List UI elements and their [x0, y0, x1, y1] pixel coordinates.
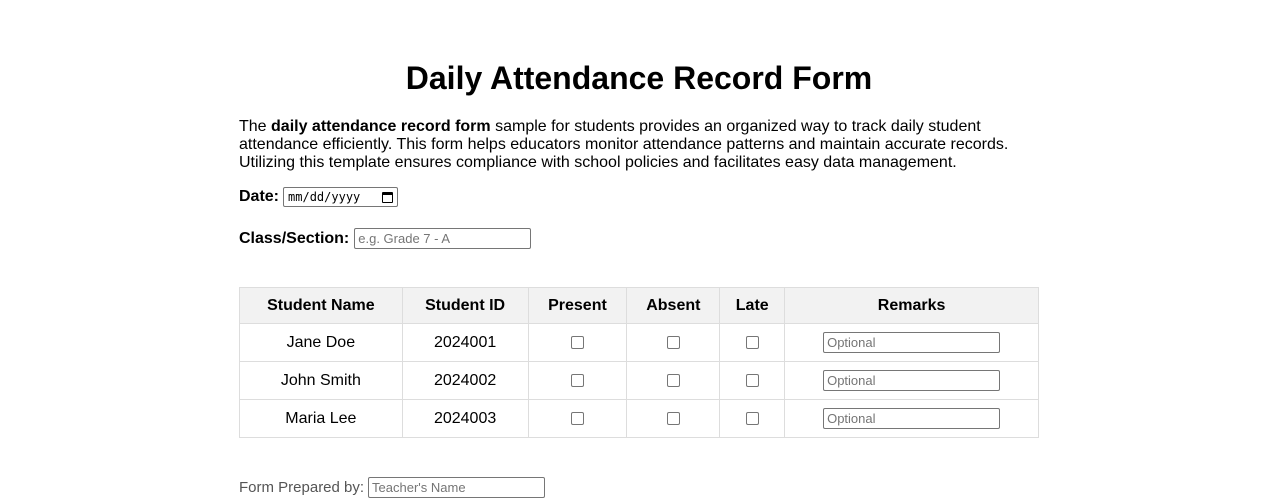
late-cell	[720, 324, 785, 362]
late-cell	[720, 400, 785, 438]
present-cell	[528, 400, 627, 438]
remarks-input[interactable]	[823, 370, 1000, 391]
student-id: 2024003	[402, 400, 528, 438]
class-row	[239, 228, 531, 249]
absent-checkbox[interactable]	[667, 374, 680, 387]
present-cell	[528, 362, 627, 400]
late-checkbox[interactable]	[746, 412, 759, 425]
table-row	[240, 324, 1039, 362]
student-id: 2024001	[402, 324, 528, 362]
remarks-input[interactable]	[823, 332, 1000, 353]
late-checkbox[interactable]	[746, 374, 759, 387]
class-label: Class/Section:	[239, 229, 350, 247]
intro-bold: daily attendance record form	[271, 118, 491, 135]
late-cell	[720, 362, 785, 400]
date-placeholder: mm/dd/yyyy	[288, 190, 361, 204]
student-name: John Smith	[240, 362, 403, 400]
remarks-cell	[785, 362, 1039, 400]
remarks-input[interactable]	[823, 408, 1000, 429]
intro-prefix: The	[239, 118, 272, 135]
table-row	[240, 362, 1039, 400]
student-name: Jane Doe	[240, 324, 403, 362]
student-id: 2024002	[402, 362, 528, 400]
date-row	[239, 187, 398, 207]
present-checkbox[interactable]	[571, 374, 584, 387]
calendar-icon[interactable]	[382, 192, 393, 203]
present-checkbox[interactable]	[571, 336, 584, 349]
header-absent: Absent	[627, 288, 720, 324]
intro-paragraph	[239, 118, 1039, 172]
table-header-row	[240, 288, 1039, 324]
absent-checkbox[interactable]	[667, 412, 680, 425]
table-row	[240, 400, 1039, 438]
prepared-by-label: Form Prepared by:	[239, 479, 365, 496]
header-late: Late	[720, 288, 785, 324]
page-title: Daily Attendance Record Form	[405, 60, 873, 96]
teacher-name-input[interactable]	[368, 477, 545, 498]
header-student-id: Student ID	[402, 288, 528, 324]
late-checkbox[interactable]	[746, 336, 759, 349]
present-checkbox[interactable]	[571, 412, 584, 425]
header-remarks: Remarks	[785, 288, 1039, 324]
absent-cell	[627, 362, 720, 400]
date-input[interactable]	[283, 187, 398, 207]
intro-suffix: sample for students provides an organized way to track daily student attendance efficiently. This form helps educators monitor attendance patterns and maintain accurate records. Utilizing this template ensures compliance with school policies and facilitates easy data management.	[239, 118, 1009, 171]
student-name: Maria Lee	[240, 400, 403, 438]
form-prepared-by-row	[239, 477, 545, 498]
absent-cell	[627, 400, 720, 438]
class-section-input[interactable]	[354, 228, 531, 249]
present-cell	[528, 324, 627, 362]
attendance-table	[239, 287, 1039, 438]
header-student-name: Student Name	[240, 288, 403, 324]
remarks-cell	[785, 400, 1039, 438]
absent-checkbox[interactable]	[667, 336, 680, 349]
remarks-cell	[785, 324, 1039, 362]
header-present: Present	[528, 288, 627, 324]
date-label: Date:	[239, 188, 280, 205]
absent-cell	[627, 324, 720, 362]
